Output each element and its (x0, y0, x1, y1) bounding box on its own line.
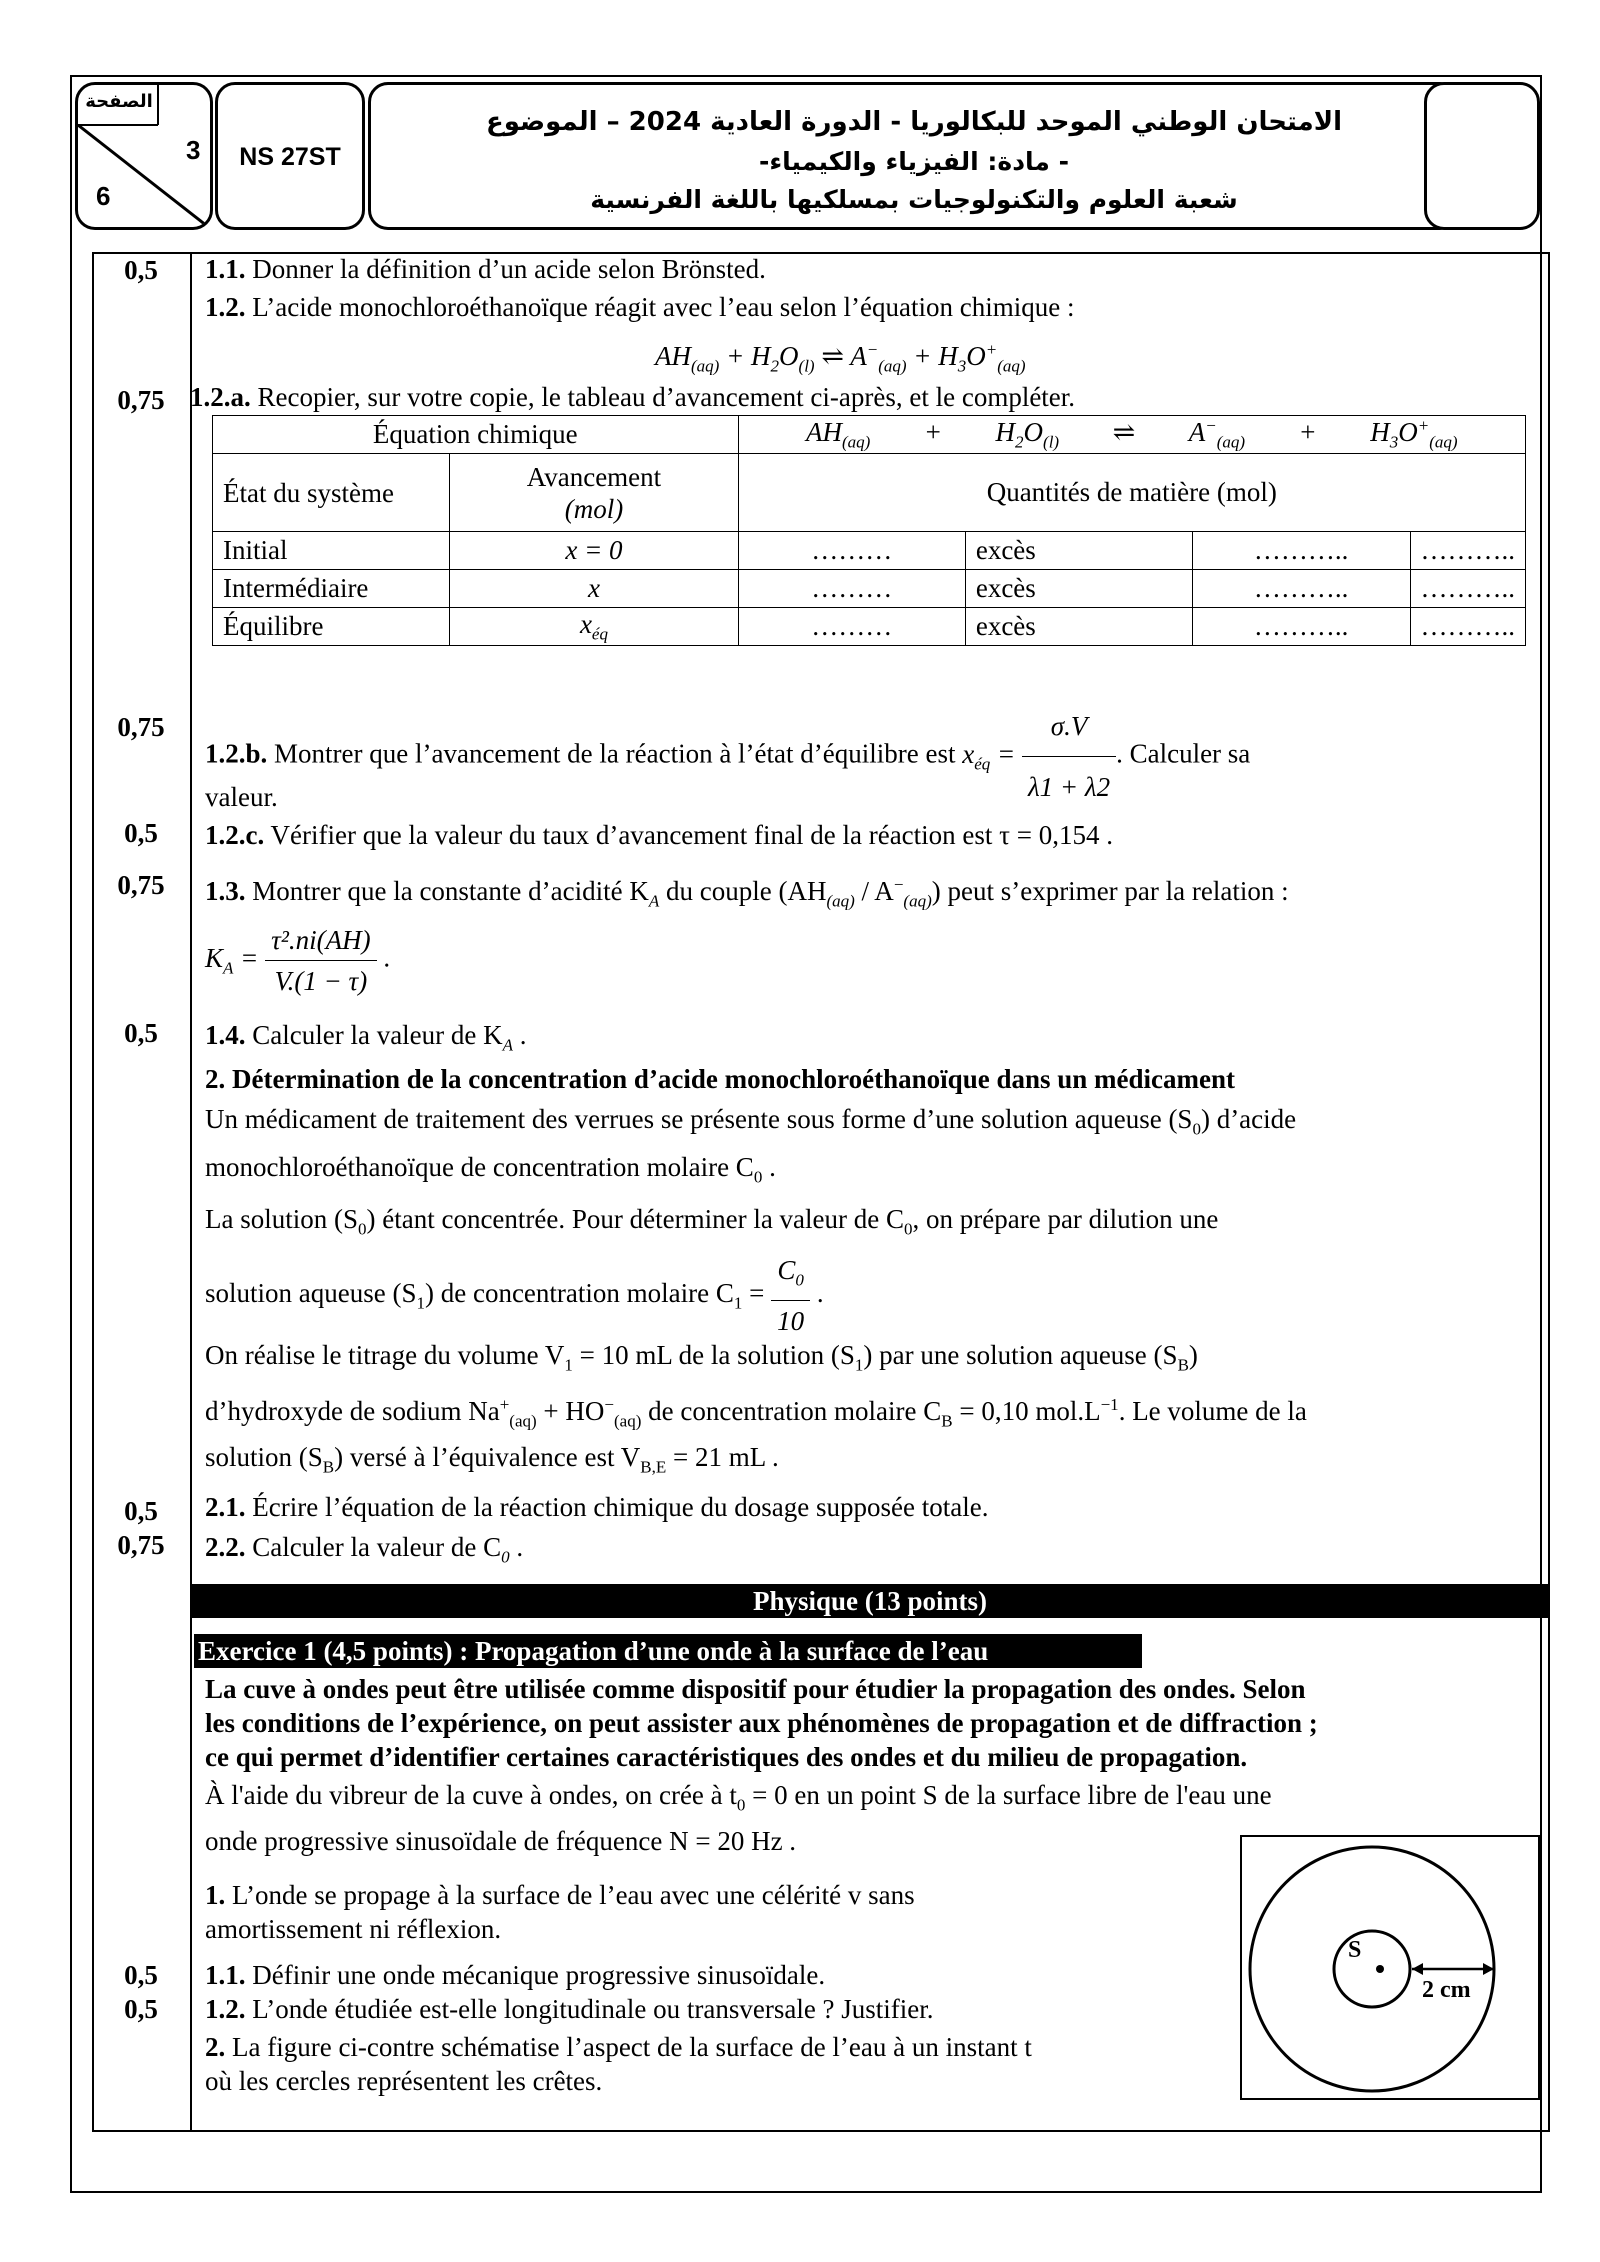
question-1-3: 1.3. Montrer que la constante d’acidité $K_A$ du couple $(AH_{(aq)} / A^-_{(aq)})$ peut s’exprimer par la relation : (205, 875, 1289, 911)
fraction: $\frac{\text{τ².ni(AH)}}{V.(1 - \tau)}$ (265, 920, 376, 1001)
title-box (368, 82, 1460, 230)
score: 0,5 (124, 818, 158, 848)
question-1-2-b-cont: valeur. (205, 782, 278, 812)
question-1-2-c: 1.2.c. Vérifier que la valeur du taux d’avancement final de la réaction est τ = 0,154 . (205, 820, 1113, 850)
chemical-equation: $AH_{(aq)} + H_2O_{(l)}$ ⇌ $A^-_{(aq)} + H_3O^+_{(aq)}$ (655, 340, 1026, 376)
table-blank-cell: ……….. (1410, 608, 1526, 646)
table-blank-cell: ……… (738, 532, 965, 570)
score: 0,5 (124, 255, 158, 285)
question-1-2-a: 1.2.a. Recopier, sur votre copie, le tableau d’avancement ci-après, et le compléter. (190, 382, 1076, 412)
distance-label: 2 cm (1422, 1977, 1471, 2003)
page-word: الصفحة (85, 91, 153, 112)
question-1: 1. L’onde se propage à la surface de l’eau avec une célérité v sans (205, 1880, 915, 1910)
table-blank-cell: ……… (738, 570, 965, 608)
exercise-intro: les conditions de l’expérience, on peut assister aux phénomènes de propagation et de diffraction ; (205, 1708, 1318, 1738)
section-2-text: La solution $(S_0)$ étant concentrée. Pour déterminer la valeur de $C_0$, on prépare par dilution une (205, 1204, 1219, 1239)
table-blank-cell: ……….. (1192, 532, 1410, 570)
table-row-label: Équilibre (213, 608, 450, 646)
table-excess-cell: excès (965, 570, 1192, 608)
question-2-2: 2.2. Calculer la valeur de $C_0$ . (205, 1532, 524, 1567)
question-1-1: 1.1. Donner la définition d’un acide selon Brönsted. (205, 254, 766, 284)
question-1-4: 1.4. Calculer la valeur de $K_A$ . (205, 1020, 527, 1055)
table-header-advancement: Avancement (mol) (450, 454, 738, 532)
question-1-2-phys: 1.2. L’onde étudiée est-elle longitudinale ou transversale ? Justifier. (205, 1994, 934, 2024)
score: 0,5 (124, 1960, 158, 1990)
question-1-2-b: 1.2.b. Montrer que l’avancement de la réaction à l’état d’équilibre est $x_{éq}$ = $\frac{\sigma.V}{\lambda 1 + \lambda 2}$ . Calculer sa (205, 696, 1250, 817)
score: 0,75 (117, 870, 165, 900)
table-blank-cell: ……… (738, 608, 965, 646)
score: 0,5 (124, 1018, 158, 1048)
exercise-text: À l'aide du vibreur de la cuve à ondes, on crée à $t_0 = 0$ en un point S de la surface libre de l'eau une (205, 1780, 1272, 1815)
table-row-label: Intermédiaire (213, 570, 450, 608)
table-advancement-cell: x = 0 (450, 532, 738, 570)
score: 0,5 (124, 1994, 158, 2024)
table-excess-cell: excès (965, 608, 1192, 646)
title-line-3: شعبة العلوم والتكنولوجيات بمسلكيها باللغة الفرنسية (590, 185, 1238, 214)
table-blank-cell: ……….. (1192, 570, 1410, 608)
table-row-label: Initial (213, 532, 450, 570)
table-blank-cell: ……….. (1410, 532, 1526, 570)
score: 0,75 (117, 385, 165, 415)
table-excess-cell: excès (965, 532, 1192, 570)
section-2-text: On réalise le titrage du volume $V_1 = 10$ mL de la solution $(S_1)$ par une solution aqueuse $(S_B)$ (205, 1340, 1198, 1375)
title-line-1: الامتحان الوطني الموحد للبكالوريا - الدورة العادية 2024 – الموضوع (485, 107, 1343, 137)
exam-code: NS 27ST (239, 143, 341, 171)
table-blank-cell: ……….. (1192, 608, 1410, 646)
section-2-text: solution aqueuse $(S_1)$ de concentration molaire $C_1$ = $\frac{C_0}{10}$ . (205, 1250, 824, 1341)
physics-banner: Physique (13 points) (192, 1584, 1548, 1618)
table-advancement-cell: $x_{éq}$ (450, 608, 738, 646)
source-label: S (1348, 1937, 1362, 1963)
exercise-intro: La cuve à ondes peut être utilisée comme dispositif pour étudier la propagation des ondes. Selon (205, 1674, 1306, 1704)
code-box (215, 82, 365, 230)
wave-circles (1242, 1837, 1538, 2098)
question-2-phys-cont: où les cercles représentent les crêtes. (205, 2066, 603, 2096)
score: 0,75 (117, 1530, 165, 1560)
question-2-phys: 2. La figure ci-contre schématise l’aspect de la surface de l’eau à un instant t (205, 2032, 1032, 2062)
question-2-1: 2.1. Écrire l’équation de la réaction chimique du dosage supposée totale. (205, 1492, 989, 1522)
table-blank-cell: ……….. (1410, 570, 1526, 608)
section-2-title: 2. Détermination de la concentration d’acide monochloroéthanoïque dans un médicament (205, 1064, 1235, 1094)
table-advancement-cell: x (450, 570, 738, 608)
question-1-1-phys: 1.1. Définir une onde mécanique progressive sinusoïdale. (205, 1960, 826, 1990)
score: 0,5 (124, 1496, 158, 1526)
title-line-2: - مادة: الفيزياء والكيمياء- (759, 147, 1069, 176)
page-total: 6 (96, 181, 111, 211)
score-column-divider (190, 252, 192, 2132)
advancement-table (212, 415, 1526, 646)
page-number: 3 (186, 135, 201, 165)
score: 0,75 (117, 712, 165, 742)
exercise-text: onde progressive sinusoïdale de fréquence N = 20 Hz . (205, 1826, 797, 1856)
note-box (1424, 82, 1540, 230)
fraction: $\frac{C_0}{10}$ (771, 1250, 810, 1341)
section-2-text: solution $(S_B)$ versé à l’équivalence est $V_{B,E} = 21$ mL . (205, 1442, 779, 1477)
table-header-equation: Équation chimique (213, 416, 739, 454)
table-equation: $AH_{(aq)} + H_2O_{(l)}$ ⇌ $A^-_{(aq)} + H_3O^+_{(aq)}$ (738, 416, 1525, 454)
exercise-intro: ce qui permet d’identifier certaines caractéristiques des ondes et du milieu de propagation. (205, 1742, 1248, 1772)
table-header-state: État du système (213, 454, 450, 532)
question-1-cont: amortissement ni réflexion. (205, 1914, 502, 1944)
exercise-1-title: Exercice 1 (4,5 points) : Propagation d’une onde à la surface de l’eau (194, 1634, 1142, 1668)
table-header-quantities: Quantités de matière (mol) (738, 454, 1525, 532)
section-2-text: Un médicament de traitement des verrues se présente sous forme d’une solution aqueuse $(S_0)$ d’acide (205, 1104, 1297, 1139)
question-1-2: 1.2. L’acide monochloroéthanoïque réagit avec l’eau selon l’équation chimique : (205, 292, 1075, 322)
page-counter-box (75, 82, 213, 230)
section-2-text: monochloroéthanoïque de concentration molaire $C_0$ . (205, 1152, 776, 1187)
wave-figure (1240, 1835, 1540, 2100)
ka-formula: $K_A$ = $\frac{\text{τ².ni(AH)}}{V.(1 - \tau)}$ . (205, 920, 390, 1001)
fraction: $\frac{\sigma.V}{\lambda 1 + \lambda 2}$ (1022, 696, 1116, 817)
section-2-text: d’hydroxyde de sodium $Na^+_{(aq)} + HO^-_{(aq)}$ de concentration molaire $C_B = 0,10$ $mol.L^{-1}$. Le volume de la (205, 1395, 1307, 1431)
